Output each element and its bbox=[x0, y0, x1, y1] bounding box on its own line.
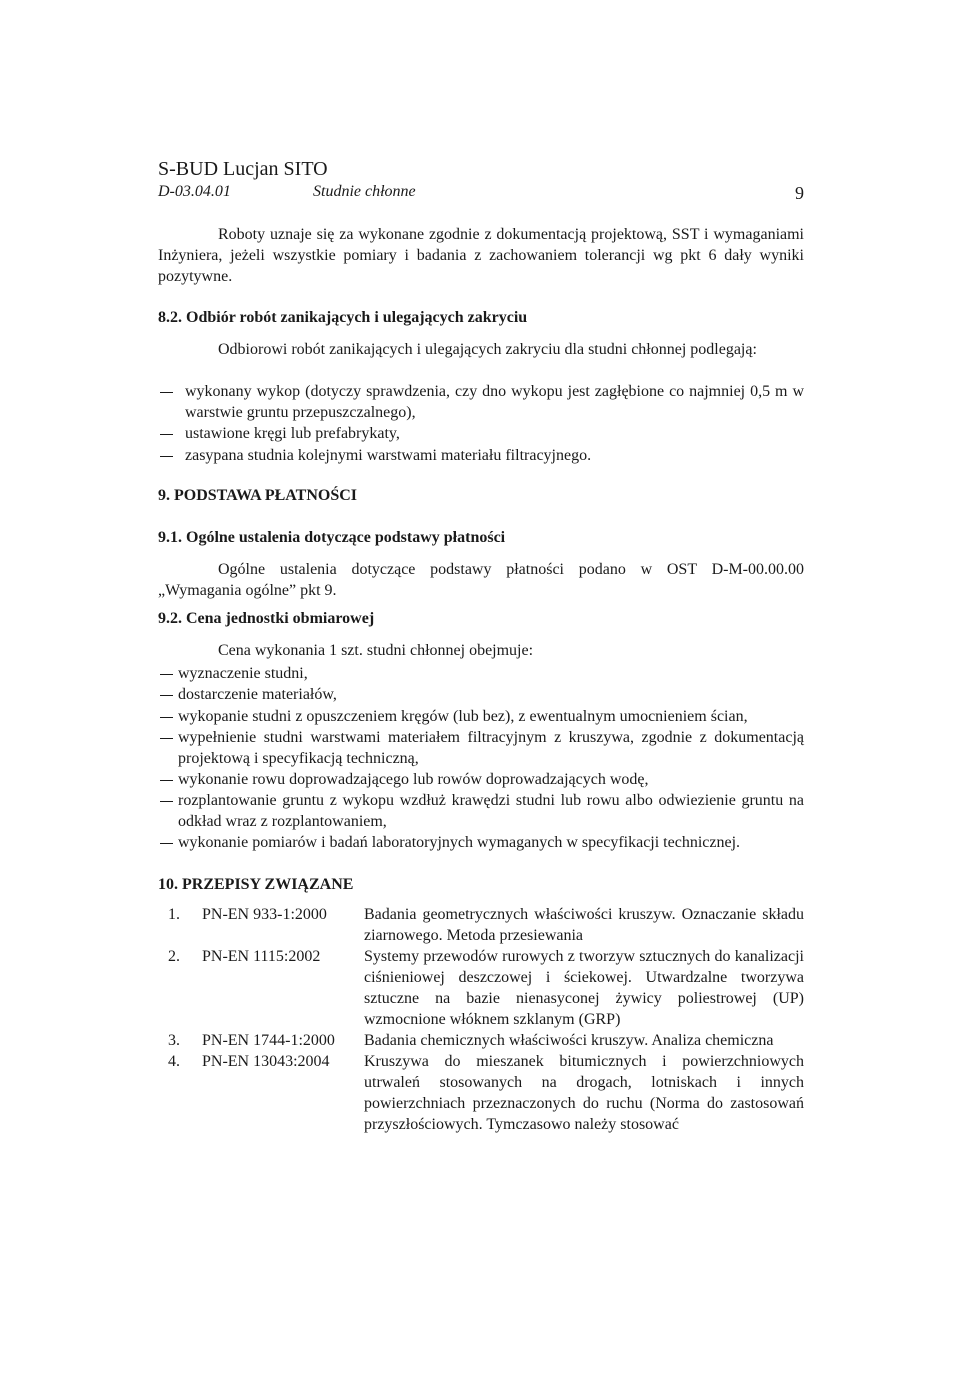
list-item bbox=[158, 381, 804, 423]
header-company: S-BUD Lucjan SITO bbox=[158, 158, 328, 180]
section-9-2-heading: 9.2. Cena jednostki obmiarowej bbox=[158, 610, 375, 627]
reference-item bbox=[158, 904, 804, 946]
reference-description: Kruszywa do mieszanek bitumicznych i powierzchniowych utrwaleń stosowanych na drogach, lotniskach i innych powierzchniach przeznaczonych do ruchu (Norma do zastosowań przyszłościowych. Tymczasowo należy stosować bbox=[364, 1053, 804, 1133]
list-item bbox=[158, 445, 804, 466]
reference-standard: PN-EN 933-1:2000 bbox=[202, 906, 327, 923]
reference-description: Badania geometrycznych właściwości kruszyw. Oznaczanie składu ziarnowego. Metoda przesiewania bbox=[364, 906, 804, 944]
list-item bbox=[158, 663, 804, 684]
list-item-text: rozplantowanie gruntu z wykopu wzdłuż krawędzi studni lub rowu albo odwiezienie gruntu na odkład wraz z rozplantowaniem, bbox=[178, 792, 804, 830]
reference-item bbox=[158, 946, 804, 1030]
reference-standard: PN-EN 1744-1:2000 bbox=[202, 1032, 335, 1049]
header-spec-title: Studnie chłonne bbox=[313, 183, 416, 200]
list-item bbox=[158, 423, 804, 444]
reference-number: 4. bbox=[168, 1053, 180, 1070]
reference-number: 1. bbox=[168, 906, 180, 923]
section-9-1-heading: 9.1. Ogólne ustalenia dotyczące podstawy płatności bbox=[158, 529, 506, 546]
list-item bbox=[158, 790, 804, 832]
list-item-text: wykopanie studni z opuszczeniem kręgów (lub bez), z ewentualnym umocnieniem ścian, bbox=[178, 708, 748, 725]
list-item bbox=[158, 727, 804, 769]
reference-item bbox=[158, 1051, 804, 1135]
intro-paragraph: Roboty uznaje się za wykonane zgodnie z dokumentacją projektową, SST i wymaganiami Inżyniera, jeżeli wszystkie pomiary i badania z zachowaniem tolerancji wg pkt 6 dały wyniki pozytywne. bbox=[158, 226, 804, 285]
reference-description: Systemy przewodów rurowych z tworzyw sztucznych do kanalizacji ciśnieniowej deszczowej i ściekowej. Utwardzalne tworzywa sztuczne na bazie nienasyconej żywicy poliestrowej (UP) wzmocnione włóknem szklanym (GRP) bbox=[364, 948, 804, 1028]
section-8-2-heading: 8.2. Odbiór robót zanikających i ulegających zakryciu bbox=[158, 309, 528, 326]
references-list bbox=[158, 904, 804, 1135]
section-8-2-text: Odbiorowi robót zanikających i ulegających zakryciu dla studni chłonnej podlegają: bbox=[218, 341, 757, 358]
list-item-text: wykonanie pomiarów i badań laboratoryjnych wymaganych w specyfikacji technicznej. bbox=[178, 834, 741, 851]
list-item bbox=[158, 769, 804, 790]
section-10-heading: 10. PRZEPISY ZWIĄZANE bbox=[158, 876, 354, 893]
section-9-2-text: Cena wykonania 1 szt. studni chłonnej obejmuje: bbox=[218, 642, 534, 659]
header-spec-code: D-03.04.01 bbox=[158, 183, 231, 200]
reference-standard: PN-EN 1115:2002 bbox=[202, 948, 321, 965]
list-item-text: wyznaczenie studni, bbox=[178, 665, 308, 682]
list-item-text: dostarczenie materiałów, bbox=[178, 686, 337, 703]
page-header bbox=[158, 183, 804, 203]
reference-description: Badania chemicznych właściwości kruszyw. Analiza chemiczna bbox=[364, 1032, 774, 1049]
list-item bbox=[158, 706, 804, 727]
reference-item bbox=[158, 1030, 804, 1051]
reference-standard: PN-EN 13043:2004 bbox=[202, 1053, 330, 1070]
section-9-1-text: Ogólne ustalenia dotyczące podstawy płatności podano w OST D-M-00.00.00 „Wymagania ogólne” pkt 9. bbox=[158, 561, 804, 599]
section-9-heading: 9. PODSTAWA PŁATNOŚCI bbox=[158, 487, 357, 504]
list-item-text: ustawione kręgi lub prefabrykaty, bbox=[185, 425, 400, 442]
list-item-text: wypełnienie studni warstwami materiałem filtracyjnym z kruszywa, zgodnie z dokumentacją projektową i specyfikacją techniczną, bbox=[178, 729, 804, 767]
list-item-text: wykonanie rowu doprowadzającego lub rowów doprowadzających wodę, bbox=[178, 771, 649, 788]
reference-number: 2. bbox=[168, 948, 180, 965]
list-item bbox=[158, 832, 804, 853]
reference-number: 3. bbox=[168, 1032, 180, 1049]
list-item-text: zasypana studnia kolejnymi warstwami materiału filtracyjnego. bbox=[185, 447, 592, 464]
page-number: 9 bbox=[795, 183, 804, 203]
list-item-text: wykonany wykop (dotyczy sprawdzenia, czy dno wykopu jest zagłębione co najmniej 0,5 m w warstwie gruntu przepuszczalnego), bbox=[185, 383, 804, 421]
list-item bbox=[158, 684, 804, 705]
